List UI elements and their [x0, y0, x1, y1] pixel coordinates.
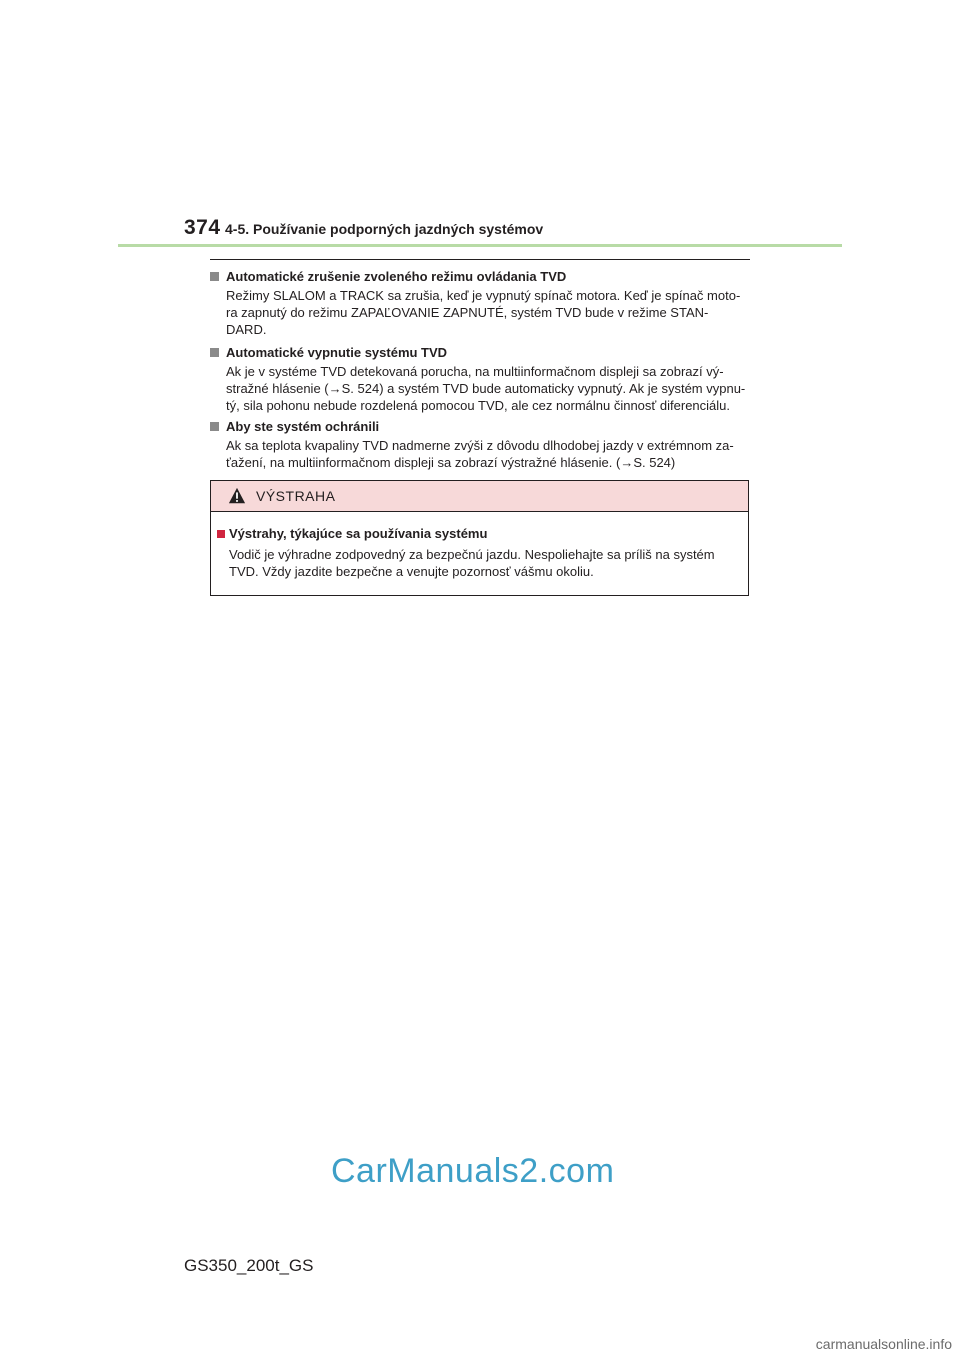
page-header	[184, 216, 844, 246]
body-line: stražné hlásenie (→S. 524) a systém TVD bude automaticky vypnutý. Ak je systém vypnu-	[226, 381, 746, 396]
body-line: tý, sila pohonu nebude rozdelená pomocou TVD, ale cez normálnu činnosť diferenciálu.	[226, 398, 730, 413]
watermark: CarManuals2.com	[331, 1152, 615, 1190]
warning-line: TVD. Vždy jazdite bezpečne a venujte pozornosť vášmu okoliu.	[229, 564, 594, 579]
chapter-title: 4-5. Používanie podporných jazdných systémov	[225, 221, 544, 237]
body-line: ťažení, na multiinformačnom displeji sa zobrazí výstražné hlásenie. (→S. 524)	[226, 455, 676, 470]
header-divider	[118, 244, 842, 247]
section-automatic-shutdown	[210, 344, 750, 414]
section-bullet-icon	[210, 272, 219, 281]
body-line: ra zapnutý do režimu ZAPAĽOVANIE ZAPNUTÉ, systém TVD bude v režime STAN-	[226, 305, 709, 320]
footer-source: carmanualsonline.info	[815, 1336, 952, 1352]
warning-title-bar	[211, 481, 748, 512]
warning-line: Vodič je výhradne zodpovedný za bezpečnú jazdu. Nespoliehajte sa príliš na systém	[229, 547, 715, 562]
section-automatic-cancel	[210, 268, 750, 338]
body-line: Režimy SLALOM a TRACK sa zrušia, keď je vypnutý spínač motora. Keď je spínač moto-	[226, 288, 741, 303]
section-heading: Automatické zrušenie zvoleného režimu ovládania TVD	[226, 269, 567, 284]
warning-heading: Výstrahy, týkajúce sa používania systému	[229, 526, 488, 541]
warning-box	[210, 480, 749, 596]
section-bullet-icon	[210, 422, 219, 431]
section-heading: Automatické vypnutie systému TVD	[226, 345, 448, 360]
section-body	[226, 287, 750, 338]
body-line: Ak je v systéme TVD detekovaná porucha, na multiinformačnom displeji sa zobrazí vý-	[226, 364, 724, 379]
section-protect-system	[210, 418, 750, 471]
warning-triangle-icon	[228, 487, 246, 505]
section-bullet-icon	[210, 348, 219, 357]
section-body	[226, 363, 750, 414]
body-line: Ak sa teplota kvapaliny TVD nadmerne zvýši z dôvodu dlhodobej jazdy v extrémnom za-	[226, 438, 734, 453]
section-body	[226, 437, 750, 471]
warning-body	[229, 546, 741, 580]
section-heading: Aby ste systém ochránili	[226, 419, 380, 434]
content-divider	[210, 259, 750, 260]
warning-title: VÝSTRAHA	[256, 488, 336, 504]
footer-model: GS350_200t_GS	[184, 1256, 314, 1275]
warning-bullet-icon	[217, 530, 225, 538]
page-number: 374	[184, 216, 221, 239]
body-line: DARD.	[226, 322, 267, 337]
